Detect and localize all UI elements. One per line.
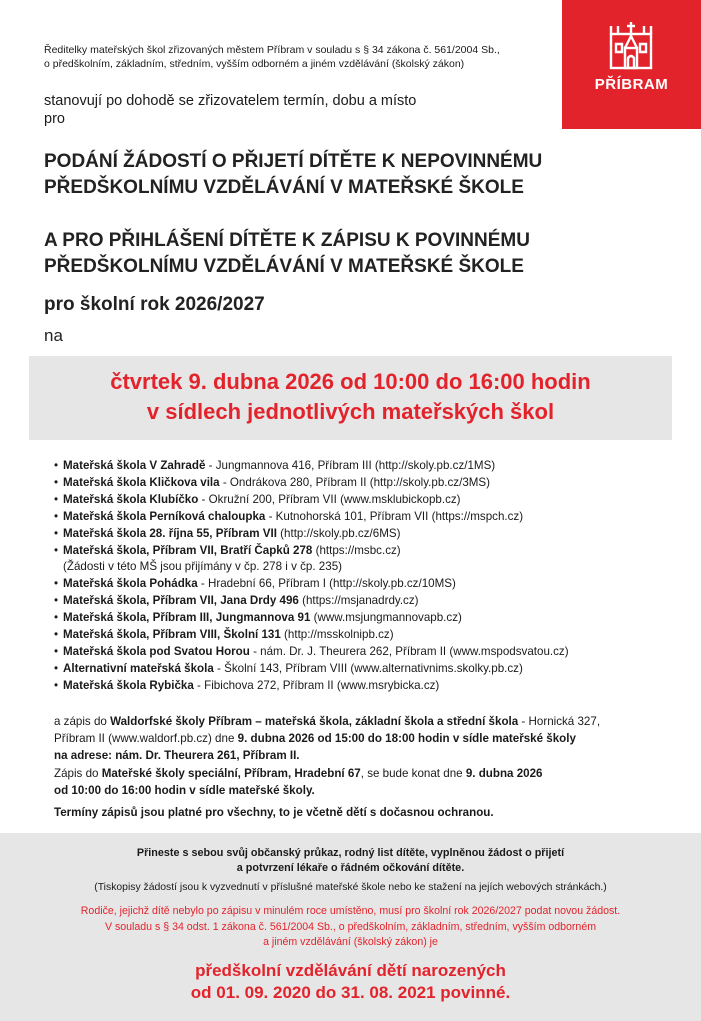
- school-name: Mateřské školy speciální, Příbram, Hradební 67: [101, 767, 361, 780]
- special-line: [54, 765, 674, 782]
- school-detail: - nám. Dr. J. Theurera 262, Příbram II (www.mspodsvatou.cz): [249, 644, 569, 658]
- pribram-coat-of-arms-icon: [608, 18, 654, 70]
- school-item: [54, 475, 674, 492]
- school-item: [54, 543, 674, 560]
- time-text: od 10:00 do 16:00 hodin v sídle mateřské školy.: [54, 784, 315, 798]
- school-detail: (http://msskolnipb.cz): [280, 628, 394, 642]
- heading-mandatory: [44, 228, 684, 280]
- text: Zápis do: [54, 767, 102, 780]
- school-detail: (https://msbc.cz): [312, 543, 401, 557]
- bring-line: a potvrzení lékaře o řádném očkování dítěte.: [236, 862, 465, 874]
- special-line: [54, 782, 674, 799]
- special-school-paragraph: [54, 765, 674, 799]
- school-name: Mateřská škola, Příbram III, Jungmannova 91: [63, 611, 311, 625]
- school-item: [54, 492, 674, 509]
- na-text: na: [44, 326, 63, 345]
- logo-label: PŘÍBRAM: [594, 76, 669, 93]
- establish-line: pro: [44, 111, 65, 127]
- school-item: [54, 678, 674, 695]
- school-year: pro školní rok 2026/2027: [44, 294, 265, 315]
- school-item: [54, 610, 674, 627]
- school-name: Alternativní mateřská škola: [63, 661, 214, 675]
- school-detail: - Jungmannova 416, Příbram III (http://skoly.pb.cz/1MS): [205, 459, 496, 472]
- mandatory-line: od 01. 09. 2020 do 31. 08. 2021 povinné.: [190, 983, 511, 1002]
- mandatory-notice: [0, 960, 701, 1004]
- school-name: Mateřská škola pod Svatou Horou: [63, 644, 250, 658]
- school-detail: - Ondrákova 280, Příbram II (http://skoly.pb.cz/3MS): [219, 475, 491, 489]
- parents-line: V souladu s § 34 odst. 1 zákona č. 561/2004 Sb., o předškolním, základním, středním, vyšším odborném: [104, 920, 597, 933]
- text: , se bude konat dne: [360, 767, 466, 780]
- waldorf-line: [54, 713, 694, 730]
- school-name: Mateřská škola Rybička: [63, 678, 194, 692]
- school-name: Mateřská škola, Příbram VIII, Školní 131: [63, 628, 281, 642]
- school-item: [54, 509, 674, 526]
- school-item: [54, 627, 674, 644]
- address-text: na adrese: nám. Dr. Theurera 261, Příbram II.: [54, 749, 300, 763]
- school-list: [54, 458, 674, 695]
- waldorf-paragraph: [54, 713, 694, 765]
- info-box: [0, 833, 701, 1021]
- school-name: Mateřská škola, Příbram VII, Bratří Čapků 278: [63, 543, 313, 557]
- parents-line: a jiném vzdělávání (školský zákon) je: [263, 936, 438, 948]
- text: a zápis do: [54, 715, 111, 728]
- intro-line: Ředitelky mateřských škol zřizovaných městem Příbram v souladu s § 34 zákona č. 561/2004 Sb.,: [44, 44, 500, 56]
- heading-nonmandatory: [44, 149, 684, 201]
- heading-line: PŘEDŠKOLNÍMU VZDĚLÁVÁNÍ V MATEŘSKÉ ŠKOLE: [44, 177, 524, 198]
- school-item: [54, 576, 674, 593]
- parents-line: Rodiče, jejichž dítě nebylo po zápisu v minulém roce umístěno, musí pro školní rok 2026/2027 podat novou žádost.: [80, 905, 621, 917]
- school-detail: (http://skoly.pb.cz/6MS): [276, 526, 401, 540]
- date-banner: [29, 356, 672, 440]
- school-detail: - Fibichova 272, Příbram II (www.msrybicka.cz): [193, 678, 440, 692]
- mandatory-line: předškolní vzdělávání dětí narozených: [195, 961, 506, 980]
- establish-text: [44, 92, 524, 128]
- school-detail: (Žádosti v této MŠ jsou přijímány v čp. 278 i v čp. 235): [63, 560, 343, 574]
- school-item: [54, 661, 674, 678]
- school-name: Mateřská škola Klubíčko: [63, 492, 199, 506]
- school-name: Mateřská škola Pohádka: [63, 577, 198, 591]
- intro-line: o předškolním, základním, středním, vyšším odborném a jiném vzdělávání (školský zákon): [44, 58, 465, 70]
- school-item: [54, 526, 674, 543]
- school-detail: - Školní 143, Příbram VIII (www.alternativnims.skolky.pb.cz): [213, 661, 523, 675]
- establish-line: stanovují po dohodě se zřizovatelem termín, dobu a místo: [44, 93, 417, 109]
- date-text: 9. dubna 2026: [465, 767, 543, 780]
- forms-note: (Tiskopisy žádostí jsou k vyzvednutí v příslušné mateřské škole nebo ke stažení na jejích webových stránkách.): [94, 882, 607, 893]
- school-name: Mateřská škola Kličkova vila: [63, 475, 220, 489]
- heading-line: A PRO PŘIHLÁŠENÍ DÍTĚTE K ZÁPISU K POVINNÉMU: [44, 230, 530, 251]
- school-item: [54, 458, 674, 475]
- bring-documents: [0, 846, 701, 876]
- school-detail: (www.msjungmannovapb.cz): [310, 611, 462, 625]
- date-line: čtvrtek 9. dubna 2026 od 10:00 do 16:00 hodin: [110, 369, 591, 394]
- location-line: v sídlech jednotlivých mateřských škol: [146, 399, 555, 424]
- school-note: [54, 559, 674, 576]
- bring-line: Přineste s sebou svůj občanský průkaz, rodný list dítěte, vyplněnou žádost o přijetí: [136, 847, 565, 859]
- school-item: [54, 593, 674, 610]
- school-detail: - Hradební 66, Příbram I (http://skoly.pb.cz/10MS): [197, 577, 456, 591]
- school-detail: (https://msjanadrdy.cz): [298, 594, 419, 608]
- school-name: Mateřská škola Perníková chaloupka: [63, 509, 266, 523]
- school-name: Mateřská škola 28. října 55, Příbram VII: [63, 526, 277, 540]
- pribram-logo: [562, 0, 701, 129]
- date-text: 9. dubna 2026 od 15:00 do 18:00 hodin v sídle mateřské školy: [237, 732, 576, 746]
- terms-note: Termíny zápisů jsou platné pro všechny, to je včetně dětí s dočasnou ochranou.: [54, 806, 494, 819]
- parents-note: [0, 904, 701, 951]
- text: - Hornická 327,: [518, 715, 601, 728]
- school-detail: - Okružní 200, Příbram VII (www.msklubickopb.cz): [198, 492, 461, 506]
- heading-line: PŘEDŠKOLNÍMU VZDĚLÁVÁNÍ V MATEŘSKÉ ŠKOLE: [44, 256, 524, 277]
- school-name: Waldorfské školy Příbram – mateřská škola, základní škola a střední škola: [110, 715, 519, 728]
- intro-text: [44, 43, 544, 71]
- school-detail: - Kutnohorská 101, Příbram VII (https://mspch.cz): [265, 509, 524, 523]
- waldorf-line: [54, 747, 694, 764]
- school-item: [54, 644, 674, 661]
- waldorf-line: [54, 730, 694, 747]
- text: Příbram II (www.waldorf.pb.cz) dne: [54, 732, 238, 746]
- school-name: Mateřská škola V Zahradě: [63, 459, 206, 472]
- heading-line: PODÁNÍ ŽÁDOSTÍ O PŘIJETÍ DÍTĚTE K NEPOVINNÉMU: [44, 151, 543, 172]
- school-name: Mateřská škola, Příbram VII, Jana Drdy 496: [63, 594, 299, 608]
